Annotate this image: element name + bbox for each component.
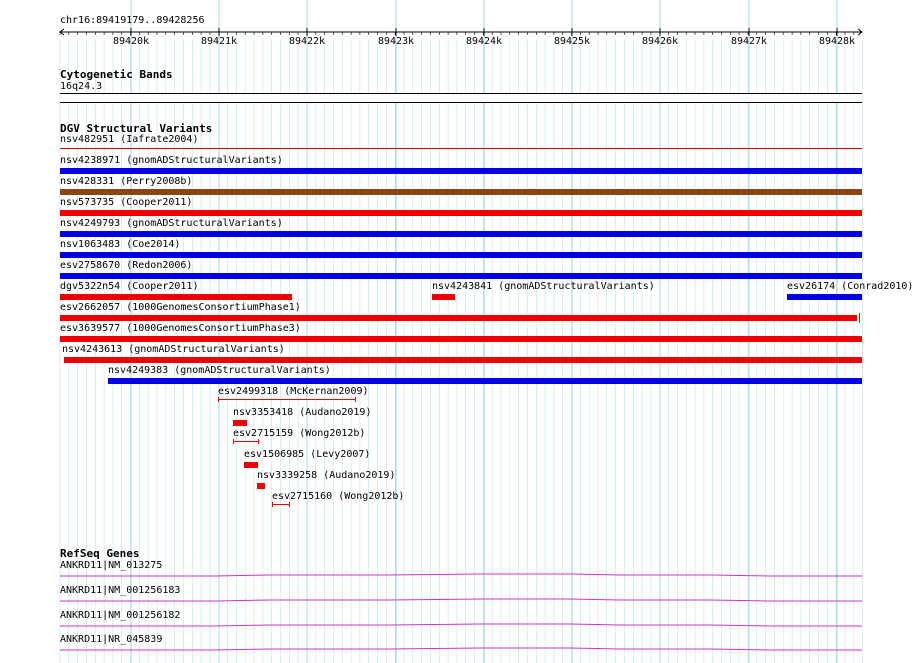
ruler-tick-label: 89424k xyxy=(465,36,503,47)
dgv-feature-label[interactable]: dgv5322n54 (Cooper2011) xyxy=(60,281,199,292)
refseq-transcript-line[interactable] xyxy=(60,622,870,628)
dgv-feature-label[interactable]: esv2715160 (Wong2012b) xyxy=(272,491,405,502)
ruler-tick-label: 89422k xyxy=(288,36,326,47)
ruler-tick-label: 89427k xyxy=(730,36,768,47)
refseq-transcript-line[interactable] xyxy=(60,597,870,603)
refseq-gene-label[interactable]: ANKRD11|NR_045839 xyxy=(60,634,163,645)
ruler-tick-label: 89423k xyxy=(377,36,415,47)
dgv-feature-label[interactable]: nsv482951 (Iafrate2004) xyxy=(60,134,199,145)
dgv-feature-bar[interactable] xyxy=(60,148,862,149)
dgv-feature-bar[interactable] xyxy=(218,397,356,402)
dgv-feature-bar[interactable] xyxy=(60,231,862,237)
dgv-feature-bar[interactable] xyxy=(272,502,290,507)
dgv-feature-label[interactable]: esv1506985 (Levy2007) xyxy=(244,449,371,460)
cytoband-track-title: Cytogenetic Bands xyxy=(60,68,173,81)
refseq-gene-label[interactable]: ANKRD11|NM_001256182 xyxy=(60,610,181,621)
dgv-feature-bar[interactable] xyxy=(60,315,857,321)
dgv-feature-label[interactable]: esv2499318 (McKernan2009) xyxy=(218,386,369,397)
dgv-feature-bar[interactable] xyxy=(233,420,247,426)
dgv-track-title: DGV Structural Variants xyxy=(60,122,213,135)
dgv-feature-label[interactable]: nsv4249793 (gnomADStructuralVariants) xyxy=(60,218,283,229)
dgv-feature-bar[interactable] xyxy=(60,189,862,195)
dgv-feature-bar[interactable] xyxy=(60,168,862,174)
location-label: chr16:89419179..89428256 xyxy=(60,15,205,26)
dgv-feature-label[interactable]: nsv4243841 (gnomADStructuralVariants) xyxy=(432,281,655,292)
dgv-feature-bar[interactable] xyxy=(60,294,292,300)
dgv-feature-bar[interactable] xyxy=(60,252,862,258)
cytoband-bar[interactable] xyxy=(60,93,862,103)
dgv-feature-label[interactable]: nsv3353418 (Audano2019) xyxy=(233,407,372,418)
coordinate-ruler[interactable] xyxy=(0,24,890,74)
cytoband-label: 16q24.3 xyxy=(60,81,103,92)
ruler-tick-label: 89421k xyxy=(200,36,238,47)
dgv-feature-label[interactable]: nsv4238971 (gnomADStructuralVariants) xyxy=(60,155,283,166)
dgv-feature-bar[interactable] xyxy=(233,439,259,444)
dgv-feature-bar[interactable] xyxy=(432,294,455,300)
dgv-feature-label[interactable]: nsv3339258 (Audano2019) xyxy=(257,470,396,481)
dgv-feature-bar[interactable] xyxy=(244,462,258,468)
dgv-feature-label[interactable]: esv2758670 (Redon2006) xyxy=(60,260,193,271)
dgv-feature-bar[interactable] xyxy=(108,378,862,384)
dgv-feature-label[interactable]: nsv1063483 (Coe2014) xyxy=(60,239,181,250)
dgv-feature-end-tick xyxy=(859,313,860,323)
dgv-feature-bar[interactable] xyxy=(60,273,862,279)
dgv-feature-label[interactable]: esv2662057 (1000GenomesConsortiumPhase1) xyxy=(60,302,301,313)
dgv-feature-bar[interactable] xyxy=(787,294,862,300)
refseq-gene-label[interactable]: ANKRD11|NM_013275 xyxy=(60,560,163,571)
refseq-track-title: RefSeq Genes xyxy=(60,547,140,560)
dgv-feature-bar[interactable] xyxy=(64,357,862,363)
dgv-feature-bar[interactable] xyxy=(60,210,862,216)
dgv-feature-bar[interactable] xyxy=(60,336,862,342)
ruler-tick-label: 89428k xyxy=(818,36,856,47)
refseq-transcript-line[interactable] xyxy=(60,572,870,578)
dgv-feature-label[interactable]: esv26174 (Conrad2010) xyxy=(787,281,913,292)
dgv-feature-label[interactable]: esv3639577 (1000GenomesConsortiumPhase3) xyxy=(60,323,301,334)
dgv-feature-label[interactable]: nsv428331 (Perry2008b) xyxy=(60,176,193,187)
ruler-tick-label: 89426k xyxy=(641,36,679,47)
dgv-feature-label[interactable]: nsv4249383 (gnomADStructuralVariants) xyxy=(108,365,331,376)
refseq-transcript-line[interactable] xyxy=(60,646,870,652)
refseq-gene-label[interactable]: ANKRD11|NM_001256183 xyxy=(60,585,181,596)
ruler-tick-label: 89425k xyxy=(553,36,591,47)
dgv-feature-label[interactable]: esv2715159 (Wong2012b) xyxy=(233,428,366,439)
dgv-feature-label[interactable]: nsv573735 (Cooper2011) xyxy=(60,197,193,208)
dgv-feature-label[interactable]: nsv4243613 (gnomADStructuralVariants) xyxy=(62,344,285,355)
ruler-tick-label: 89420k xyxy=(112,36,150,47)
dgv-feature-bar[interactable] xyxy=(257,483,265,489)
